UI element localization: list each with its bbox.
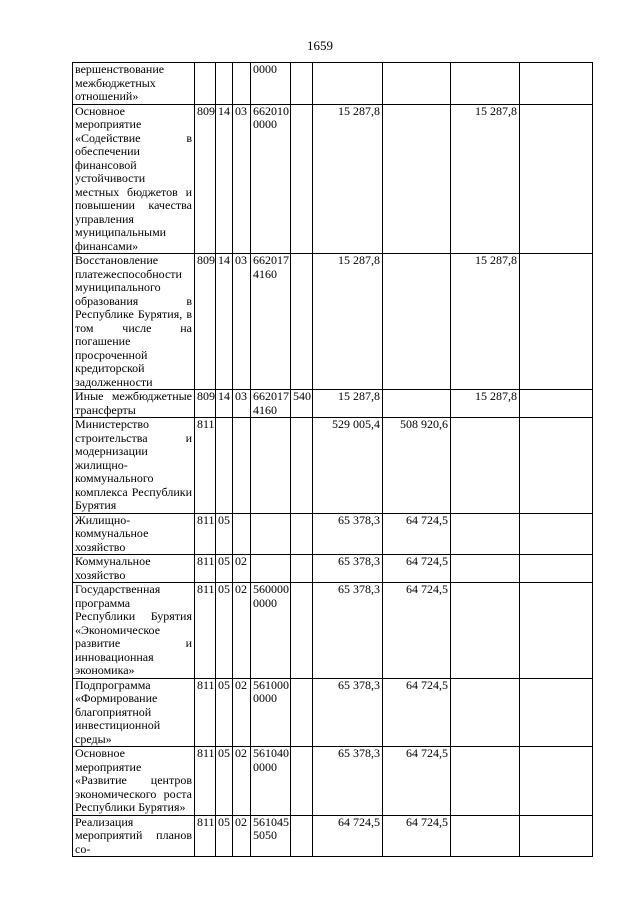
cell-csr	[251, 418, 291, 514]
cell-vr	[291, 747, 313, 816]
table-row	[73, 815, 593, 857]
cell-amount-1: 64 724,5	[313, 815, 383, 857]
cell-csr	[251, 555, 291, 583]
budget-table	[72, 62, 593, 857]
cell-rz: 14	[216, 254, 233, 390]
cell-amount-4	[520, 104, 593, 254]
cell-vr	[291, 815, 313, 857]
cell-amount-1: 529 005,4	[313, 418, 383, 514]
cell-rz: 14	[216, 390, 233, 418]
cell-csr: 662010 0000	[251, 104, 291, 254]
table-row	[73, 747, 593, 816]
cell-amount-3: 15 287,8	[451, 390, 520, 418]
cell-pr: 03	[233, 254, 251, 390]
cell-gr: 811	[195, 513, 216, 555]
cell-amount-3	[451, 555, 520, 583]
cell-gr: 811	[195, 747, 216, 816]
cell-csr: 560000 0000	[251, 583, 291, 679]
cell-amount-2	[383, 390, 451, 418]
cell-gr: 809	[195, 104, 216, 254]
cell-rz: 05	[216, 555, 233, 583]
cell-pr: 02	[233, 555, 251, 583]
cell-amount-4	[520, 390, 593, 418]
cell-amount-4	[520, 583, 593, 679]
row-name: Основное мероприятие «Развитие центров экономического роста Республики Бурятия»	[73, 747, 195, 816]
table-row	[73, 555, 593, 583]
cell-amount-3	[451, 583, 520, 679]
cell-rz: 05	[216, 815, 233, 857]
cell-gr: 809	[195, 390, 216, 418]
cell-amount-4	[520, 418, 593, 514]
cell-amount-3	[451, 63, 520, 105]
cell-amount-2: 64 724,5	[383, 583, 451, 679]
cell-amount-3	[451, 815, 520, 857]
cell-amount-3	[451, 678, 520, 747]
cell-amount-4	[520, 513, 593, 555]
cell-amount-3	[451, 513, 520, 555]
cell-vr	[291, 583, 313, 679]
cell-vr	[291, 513, 313, 555]
table-row	[73, 418, 593, 514]
cell-amount-2: 64 724,5	[383, 747, 451, 816]
row-name: Основное мероприятие «Содействие в обеспечении финансовой устойчивости местных бюджетов и повышении качества управления муниципальными финансами»	[73, 104, 195, 254]
cell-amount-1: 65 378,3	[313, 747, 383, 816]
cell-amount-1: 15 287,8	[313, 390, 383, 418]
table-row	[73, 513, 593, 555]
cell-amount-1: 65 378,3	[313, 678, 383, 747]
cell-gr: 811	[195, 555, 216, 583]
cell-rz: 05	[216, 747, 233, 816]
row-name: Коммунальное хозяйство	[73, 555, 195, 583]
cell-vr	[291, 678, 313, 747]
cell-gr: 811	[195, 583, 216, 679]
cell-csr: 662017 4160	[251, 390, 291, 418]
cell-pr: 02	[233, 815, 251, 857]
cell-amount-1: 65 378,3	[313, 583, 383, 679]
cell-gr: 811	[195, 418, 216, 514]
cell-vr	[291, 104, 313, 254]
cell-pr: 02	[233, 678, 251, 747]
cell-rz: 05	[216, 583, 233, 679]
cell-gr	[195, 63, 216, 105]
cell-amount-4	[520, 678, 593, 747]
cell-gr: 809	[195, 254, 216, 390]
cell-amount-2	[383, 63, 451, 105]
cell-amount-3: 15 287,8	[451, 254, 520, 390]
cell-pr: 02	[233, 747, 251, 816]
cell-pr: 03	[233, 104, 251, 254]
cell-amount-2: 64 724,5	[383, 513, 451, 555]
cell-amount-2: 64 724,5	[383, 678, 451, 747]
row-name: Министерство строительства и модернизации жилищно-коммунального комплекса Республики Бурятия	[73, 418, 195, 514]
row-name: вершенствование межбюджетных отношений»	[73, 63, 195, 105]
row-name: Восстановление платежеспособности муниципального образования в Республике Бурятия, в том числе на погашение просроченной кредиторской задолженности	[73, 254, 195, 390]
cell-amount-2: 508 920,6	[383, 418, 451, 514]
page-number: 1659	[307, 38, 333, 53]
cell-amount-1: 65 378,3	[313, 513, 383, 555]
cell-pr: 02	[233, 583, 251, 679]
table-row	[73, 63, 593, 105]
cell-amount-4	[520, 63, 593, 105]
cell-amount-3: 15 287,8	[451, 104, 520, 254]
cell-gr: 811	[195, 678, 216, 747]
cell-csr: 561045 5050	[251, 815, 291, 857]
cell-amount-2: 64 724,5	[383, 815, 451, 857]
cell-csr: 561000 0000	[251, 678, 291, 747]
cell-csr: 561040 0000	[251, 747, 291, 816]
cell-pr: 03	[233, 390, 251, 418]
cell-amount-2	[383, 254, 451, 390]
cell-pr	[233, 63, 251, 105]
cell-gr: 811	[195, 815, 216, 857]
cell-pr	[233, 418, 251, 514]
cell-csr: 662017 4160	[251, 254, 291, 390]
cell-rz: 05	[216, 678, 233, 747]
cell-amount-2	[383, 104, 451, 254]
cell-amount-2: 64 724,5	[383, 555, 451, 583]
cell-amount-4	[520, 555, 593, 583]
cell-amount-1	[313, 63, 383, 105]
cell-vr	[291, 555, 313, 583]
cell-amount-3	[451, 747, 520, 816]
cell-amount-4	[520, 815, 593, 857]
row-name: Государственная программа Республики Бурятия «Экономическое развитие и инновационная экономика»	[73, 583, 195, 679]
row-name: Иные межбюджетные трансферты	[73, 390, 195, 418]
cell-amount-1: 65 378,3	[313, 555, 383, 583]
table-row	[73, 678, 593, 747]
cell-rz	[216, 63, 233, 105]
cell-amount-1: 15 287,8	[313, 254, 383, 390]
cell-csr	[251, 513, 291, 555]
cell-amount-4	[520, 254, 593, 390]
row-name: Подпрограмма «Формирование благоприятной инвестиционной среды»	[73, 678, 195, 747]
cell-vr	[291, 254, 313, 390]
table-row	[73, 104, 593, 254]
cell-vr	[291, 63, 313, 105]
cell-rz	[216, 418, 233, 514]
cell-csr: 0000	[251, 63, 291, 105]
cell-vr: 540	[291, 390, 313, 418]
cell-amount-3	[451, 418, 520, 514]
table-row	[73, 390, 593, 418]
cell-pr	[233, 513, 251, 555]
table-row	[73, 254, 593, 390]
table-row	[73, 583, 593, 679]
row-name: Реализация мероприятий планов со-	[73, 815, 195, 857]
cell-amount-1: 15 287,8	[313, 104, 383, 254]
row-name: Жилищно-коммунальное хозяйство	[73, 513, 195, 555]
cell-rz: 14	[216, 104, 233, 254]
cell-vr	[291, 418, 313, 514]
cell-rz: 05	[216, 513, 233, 555]
cell-amount-4	[520, 747, 593, 816]
